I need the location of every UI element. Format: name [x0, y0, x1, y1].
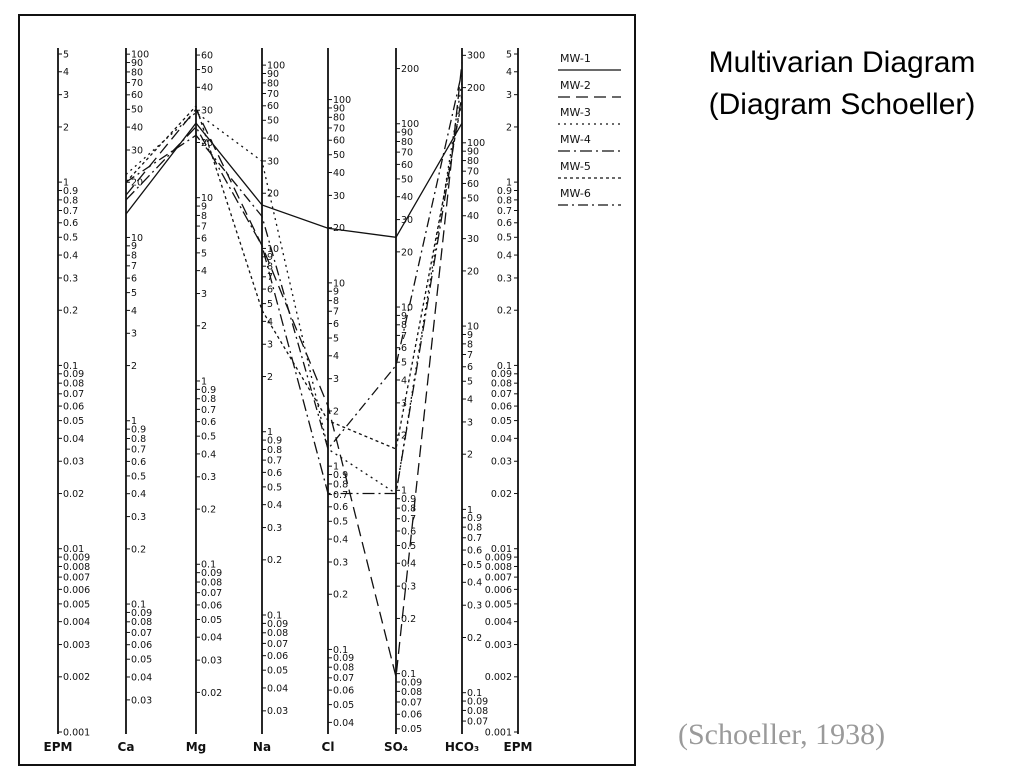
tick-label: 8: [401, 320, 408, 332]
tick-label: 40: [201, 82, 214, 94]
tick-label: 0.3: [496, 273, 512, 285]
slide-title: [660, 42, 1024, 126]
tick-label: 0.2: [467, 632, 483, 644]
tick-label: 0.3: [267, 522, 283, 534]
tick-label: 0.1: [496, 360, 512, 372]
tick-label: 30: [401, 214, 414, 226]
tick-label: 20: [467, 266, 480, 278]
tick-label: 0.4: [333, 534, 349, 546]
tick-label: 3: [131, 328, 138, 340]
tick-label: 2: [467, 449, 474, 461]
tick-label: 9: [401, 310, 408, 322]
tick-label: 0.03: [63, 456, 85, 468]
tick-label: 2: [201, 321, 208, 333]
tick-label: 4: [201, 266, 208, 278]
tick-label: 50: [467, 193, 480, 205]
tick-label: 2: [63, 122, 70, 134]
tick-label: 0.001: [484, 727, 512, 739]
epm-left-axis-title: EPM: [43, 740, 73, 754]
tick-label: 0.4: [267, 500, 283, 512]
tick-label: 0.8: [333, 479, 349, 491]
tick-label: 0.09: [63, 369, 85, 381]
tick-label: 8: [201, 210, 208, 222]
tick-label: 9: [131, 241, 138, 253]
tick-label: 0.7: [401, 514, 417, 526]
tick-label: 0.006: [63, 584, 91, 596]
tick-label: 60: [201, 50, 214, 62]
citation: (Schoeller, 1938): [678, 718, 886, 751]
tick-label: 3: [201, 288, 208, 300]
tick-label: 20: [201, 137, 214, 149]
tick-label: 0.9: [401, 494, 417, 506]
tick-label: 3: [267, 339, 274, 351]
tick-label: 0.08: [131, 617, 153, 629]
figure-frame: [19, 15, 635, 765]
tick-label: 9: [201, 201, 208, 213]
tick-label: 0.09: [467, 696, 489, 708]
tick-label: 0.06: [63, 401, 85, 413]
tick-label: 0.004: [484, 617, 512, 629]
tick-label: 100: [401, 119, 420, 131]
tick-label: 0.9: [131, 424, 147, 436]
tick-label: 0.03: [201, 655, 223, 667]
tick-label: 0.9: [333, 469, 349, 481]
tick-label: 0.05: [490, 415, 512, 427]
slide-title-line-2: (Diagram Schoeller): [708, 88, 976, 121]
tick-label: 100: [333, 94, 352, 106]
tick-label: 0.5: [201, 431, 217, 443]
tick-label: 0.5: [333, 516, 349, 528]
tick-label: 5: [333, 333, 340, 345]
tick-label: 2: [505, 122, 512, 134]
tick-label: 3: [401, 398, 408, 410]
tick-label: 10: [401, 302, 414, 314]
tick-label: 0.06: [333, 685, 355, 697]
tick-label: 0.2: [201, 504, 217, 516]
tick-label: 0.04: [63, 433, 85, 445]
tick-label: 0.8: [496, 195, 512, 207]
tick-label: 0.1: [63, 360, 79, 372]
tick-label: 4: [131, 305, 138, 317]
tick-label: 0.05: [333, 700, 355, 712]
tick-label: 0.04: [333, 717, 355, 729]
tick-label: 50: [267, 115, 280, 127]
tick-label: 30: [467, 234, 480, 246]
tick-label: 0.05: [401, 724, 423, 736]
tick-label: 3: [505, 90, 512, 102]
tick-label: 5: [63, 49, 70, 61]
tick-label: 0.2: [333, 589, 349, 601]
tick-label: 1: [267, 427, 274, 439]
tick-label: 0.3: [401, 581, 417, 593]
tick-label: 0.3: [201, 472, 217, 484]
tick-label: 0.2: [267, 555, 283, 567]
tick-label: 90: [131, 57, 144, 69]
tick-label: 0.7: [496, 205, 512, 217]
tick-label: 20: [131, 177, 144, 189]
tick-label: 90: [467, 146, 480, 158]
tick-label: 0.07: [490, 389, 512, 401]
tick-label: 0.07: [333, 673, 355, 685]
tick-label: 0.09: [490, 369, 512, 381]
tick-label: 0.1: [467, 688, 483, 700]
tick-label: 70: [333, 123, 346, 135]
tick-label: 10: [201, 193, 214, 205]
tick-label: 9: [333, 286, 340, 298]
tick-label: 0.8: [131, 433, 147, 445]
tick-label: 0.4: [201, 449, 217, 461]
tick-label: 0.03: [267, 706, 289, 718]
schoeller-diagram: [18, 14, 638, 768]
tick-label: 0.06: [401, 709, 423, 721]
tick-label: 0.4: [131, 489, 147, 501]
tick-label: 60: [267, 101, 280, 113]
tick-label: 0.2: [401, 613, 417, 625]
tick-label: 40: [267, 133, 280, 145]
tick-label: 3: [467, 417, 474, 429]
tick-label: 0.5: [467, 559, 483, 571]
tick-label: 0.3: [63, 273, 79, 285]
tick-label: 0.8: [201, 394, 217, 406]
ion-mg-axis-title: Mg: [185, 740, 207, 754]
tick-label: 80: [333, 112, 346, 124]
tick-label: 1: [467, 504, 474, 516]
tick-label: 0.07: [131, 627, 153, 639]
tick-label: 0.3: [333, 557, 349, 569]
tick-label: 7: [131, 261, 138, 273]
tick-label: 6: [131, 273, 138, 285]
tick-label: 0.06: [490, 401, 512, 413]
tick-label: 20: [333, 223, 346, 235]
tick-label: 0.07: [401, 697, 423, 709]
tick-label: 0.8: [467, 522, 483, 534]
tick-label: 0.4: [496, 250, 512, 262]
tick-label: 6: [401, 343, 408, 355]
tick-label: 0.01: [490, 544, 512, 556]
tick-label: 0.09: [201, 568, 223, 580]
tick-label: 0.5: [63, 232, 79, 244]
tick-label: 2: [333, 406, 340, 418]
tick-label: 0.008: [63, 561, 91, 573]
tick-label: 50: [131, 104, 144, 116]
tick-label: 40: [401, 192, 414, 204]
tick-label: 0.8: [267, 444, 283, 456]
tick-label: 0.04: [201, 632, 223, 644]
tick-label: 5: [401, 357, 408, 369]
tick-label: 0.06: [267, 651, 289, 663]
tick-label: 0.6: [401, 526, 417, 538]
tick-label: 0.7: [131, 444, 147, 456]
tick-label: 0.002: [63, 672, 91, 684]
tick-label: 5: [201, 248, 208, 260]
tick-label: 5: [267, 298, 274, 310]
tick-label: 0.002: [484, 672, 512, 684]
ion-cl-axis-title: Cl: [321, 740, 335, 754]
tick-label: 0.6: [467, 545, 483, 557]
tick-label: 4: [63, 67, 70, 79]
tick-label: 0.005: [484, 599, 512, 611]
tick-label: 0.4: [467, 577, 483, 589]
tick-label: 0.009: [63, 552, 91, 564]
tick-label: 8: [333, 296, 340, 308]
ion-so4-axis-title: SO₄: [383, 740, 409, 754]
tick-label: 0.02: [63, 488, 85, 500]
tick-label: 0.07: [467, 716, 489, 728]
tick-label: 0.009: [484, 552, 512, 564]
tick-label: 10: [333, 278, 346, 290]
tick-label: 30: [201, 105, 214, 117]
tick-label: 0.007: [63, 572, 91, 584]
tick-label: 100: [267, 60, 286, 72]
legend-label: MW-1: [560, 52, 591, 65]
tick-label: 0.9: [467, 513, 483, 525]
tick-label: 0.9: [267, 435, 283, 447]
legend-label: MW-3: [560, 106, 591, 119]
tick-label: 7: [467, 349, 474, 361]
tick-label: 60: [333, 135, 346, 147]
tick-label: 0.09: [333, 653, 355, 665]
tick-label: 0.7: [267, 455, 283, 467]
tick-label: 0.5: [267, 482, 283, 494]
tick-label: 0.004: [63, 617, 91, 629]
tick-label: 80: [267, 78, 280, 90]
tick-label: 9: [467, 329, 474, 341]
tick-label: 0.09: [267, 618, 289, 630]
tick-label: 6: [201, 233, 208, 245]
tick-label: 0.06: [131, 640, 153, 652]
tick-label: 0.2: [131, 544, 147, 556]
tick-label: 7: [401, 330, 408, 342]
tick-label: 9: [267, 252, 274, 264]
tick-label: 5: [467, 376, 474, 388]
tick-label: 0.1: [131, 599, 147, 611]
tick-label: 0.1: [267, 610, 283, 622]
tick-label: 200: [467, 83, 486, 95]
tick-label: 300: [467, 50, 486, 62]
tick-label: 2: [401, 430, 408, 442]
tick-label: 0.8: [401, 503, 417, 515]
tick-label: 0.04: [131, 672, 153, 684]
schoeller-figure: [18, 14, 638, 768]
tick-label: 0.7: [63, 205, 79, 217]
tick-label: 70: [131, 77, 144, 89]
tick-label: 0.3: [467, 600, 483, 612]
epm-right-axis-title: EPM: [503, 740, 533, 754]
tick-label: 8: [467, 339, 474, 351]
tick-label: 0.02: [201, 687, 223, 699]
tick-label: 0.6: [201, 417, 217, 429]
tick-label: 0.08: [267, 628, 289, 640]
tick-label: 6: [333, 318, 340, 330]
tick-label: 0.5: [131, 471, 147, 483]
legend-label: MW-4: [560, 133, 591, 146]
tick-label: 0.6: [333, 502, 349, 514]
tick-label: 10: [267, 243, 280, 255]
slide-title-line-1: Multivarian Diagram: [708, 46, 976, 79]
tick-label: 1: [401, 485, 408, 497]
tick-label: 0.5: [496, 232, 512, 244]
tick-label: 0.03: [131, 695, 153, 707]
tick-label: 0.03: [490, 456, 512, 468]
tick-label: 0.04: [490, 433, 512, 445]
tick-label: 2: [267, 371, 274, 383]
tick-label: 50: [201, 64, 214, 76]
tick-label: 1: [201, 376, 208, 388]
tick-label: 100: [131, 49, 150, 61]
tick-label: 0.008: [484, 561, 512, 573]
tick-label: 0.006: [484, 584, 512, 596]
tick-label: 20: [267, 188, 280, 200]
tick-label: 1: [131, 416, 138, 428]
tick-label: 30: [267, 156, 280, 168]
tick-label: 2: [131, 360, 138, 372]
legend-label: MW-6: [560, 187, 591, 200]
tick-label: 0.1: [401, 669, 417, 681]
tick-label: 4: [333, 351, 340, 363]
tick-label: 0.07: [267, 638, 289, 650]
tick-label: 0.05: [63, 415, 85, 427]
tick-label: 90: [267, 68, 280, 80]
tick-label: 0.08: [401, 686, 423, 698]
tick-label: 0.02: [490, 488, 512, 500]
tick-label: 0.9: [201, 384, 217, 396]
tick-label: 6: [467, 362, 474, 374]
tick-label: 1: [63, 177, 70, 189]
tick-label: 70: [401, 147, 414, 159]
tick-label: 0.007: [484, 572, 512, 584]
tick-label: 7: [333, 306, 340, 318]
tick-label: 70: [467, 166, 480, 178]
tick-label: 0.08: [63, 378, 85, 390]
tick-label: 0.001: [63, 727, 91, 739]
tick-label: 60: [467, 178, 480, 190]
tick-label: 60: [131, 90, 144, 102]
tick-label: 50: [401, 174, 414, 186]
tick-label: 0.08: [333, 662, 355, 674]
tick-label: 0.4: [63, 250, 79, 262]
tick-label: 30: [131, 145, 144, 157]
tick-label: 4: [267, 316, 274, 328]
tick-label: 0.005: [63, 599, 91, 611]
tick-label: 70: [267, 88, 280, 100]
tick-label: 0.6: [63, 218, 79, 230]
tick-label: 0.7: [201, 404, 217, 416]
legend-label: MW-2: [560, 79, 591, 92]
tick-label: 0.9: [496, 185, 512, 197]
tick-label: 5: [505, 49, 512, 61]
tick-label: 1: [505, 177, 512, 189]
legend-label: MW-5: [560, 160, 591, 173]
tick-label: 0.5: [401, 540, 417, 552]
ion-na-axis-title: Na: [252, 740, 272, 754]
tick-label: 0.6: [131, 456, 147, 468]
tick-label: 50: [333, 150, 346, 162]
tick-label: 0.01: [63, 544, 85, 556]
tick-label: 200: [401, 63, 420, 75]
tick-label: 4: [467, 394, 474, 406]
tick-label: 7: [201, 221, 208, 233]
tick-label: 1: [333, 461, 340, 473]
tick-label: 0.05: [267, 665, 289, 677]
tick-label: 5: [131, 288, 138, 300]
tick-label: 0.7: [333, 489, 349, 501]
tick-label: 100: [467, 138, 486, 150]
tick-label: 7: [267, 272, 274, 284]
tick-label: 0.003: [484, 639, 512, 651]
tick-label: 0.9: [63, 185, 79, 197]
tick-label: 80: [467, 155, 480, 167]
tick-label: 40: [131, 122, 144, 134]
tick-label: 0.4: [401, 558, 417, 570]
tick-label: 0.09: [401, 677, 423, 689]
tick-label: 60: [401, 159, 414, 171]
tick-label: 0.07: [63, 389, 85, 401]
tick-label: 0.6: [267, 467, 283, 479]
tick-label: 0.08: [490, 378, 512, 390]
tick-label: 4: [505, 67, 512, 79]
tick-label: 0.003: [63, 639, 91, 651]
ion-ca-axis-title: Ca: [117, 740, 135, 754]
tick-label: 0.04: [267, 683, 289, 695]
tick-label: 0.05: [201, 614, 223, 626]
tick-label: 40: [467, 211, 480, 223]
tick-label: 8: [131, 250, 138, 262]
tick-label: 90: [401, 127, 414, 139]
tick-label: 20: [401, 247, 414, 259]
tick-label: 0.1: [201, 559, 217, 571]
tick-label: 80: [131, 67, 144, 79]
ion-hco3-axis-title: HCO₃: [444, 740, 480, 754]
tick-label: 40: [333, 167, 346, 179]
tick-label: 0.6: [496, 218, 512, 230]
tick-label: 0.07: [201, 588, 223, 600]
tick-label: 10: [131, 232, 144, 244]
tick-label: 0.08: [201, 577, 223, 589]
tick-label: 0.2: [63, 305, 79, 317]
tick-label: 30: [333, 190, 346, 202]
tick-label: 0.05: [131, 654, 153, 666]
tick-label: 3: [333, 374, 340, 386]
tick-label: 4: [401, 375, 408, 387]
tick-label: 0.8: [63, 195, 79, 207]
tick-label: 3: [63, 90, 70, 102]
tick-label: 10: [467, 321, 480, 333]
tick-label: 80: [401, 136, 414, 148]
tick-label: 90: [333, 103, 346, 115]
tick-label: 6: [267, 284, 274, 296]
tick-label: 0.7: [467, 533, 483, 545]
tick-label: 0.08: [467, 705, 489, 717]
tick-label: 0.06: [201, 600, 223, 612]
tick-label: 0.2: [496, 305, 512, 317]
tick-label: 0.3: [131, 511, 147, 523]
tick-label: 0.1: [333, 644, 349, 656]
tick-label: 0.09: [131, 607, 153, 619]
tick-label: 8: [267, 261, 274, 273]
